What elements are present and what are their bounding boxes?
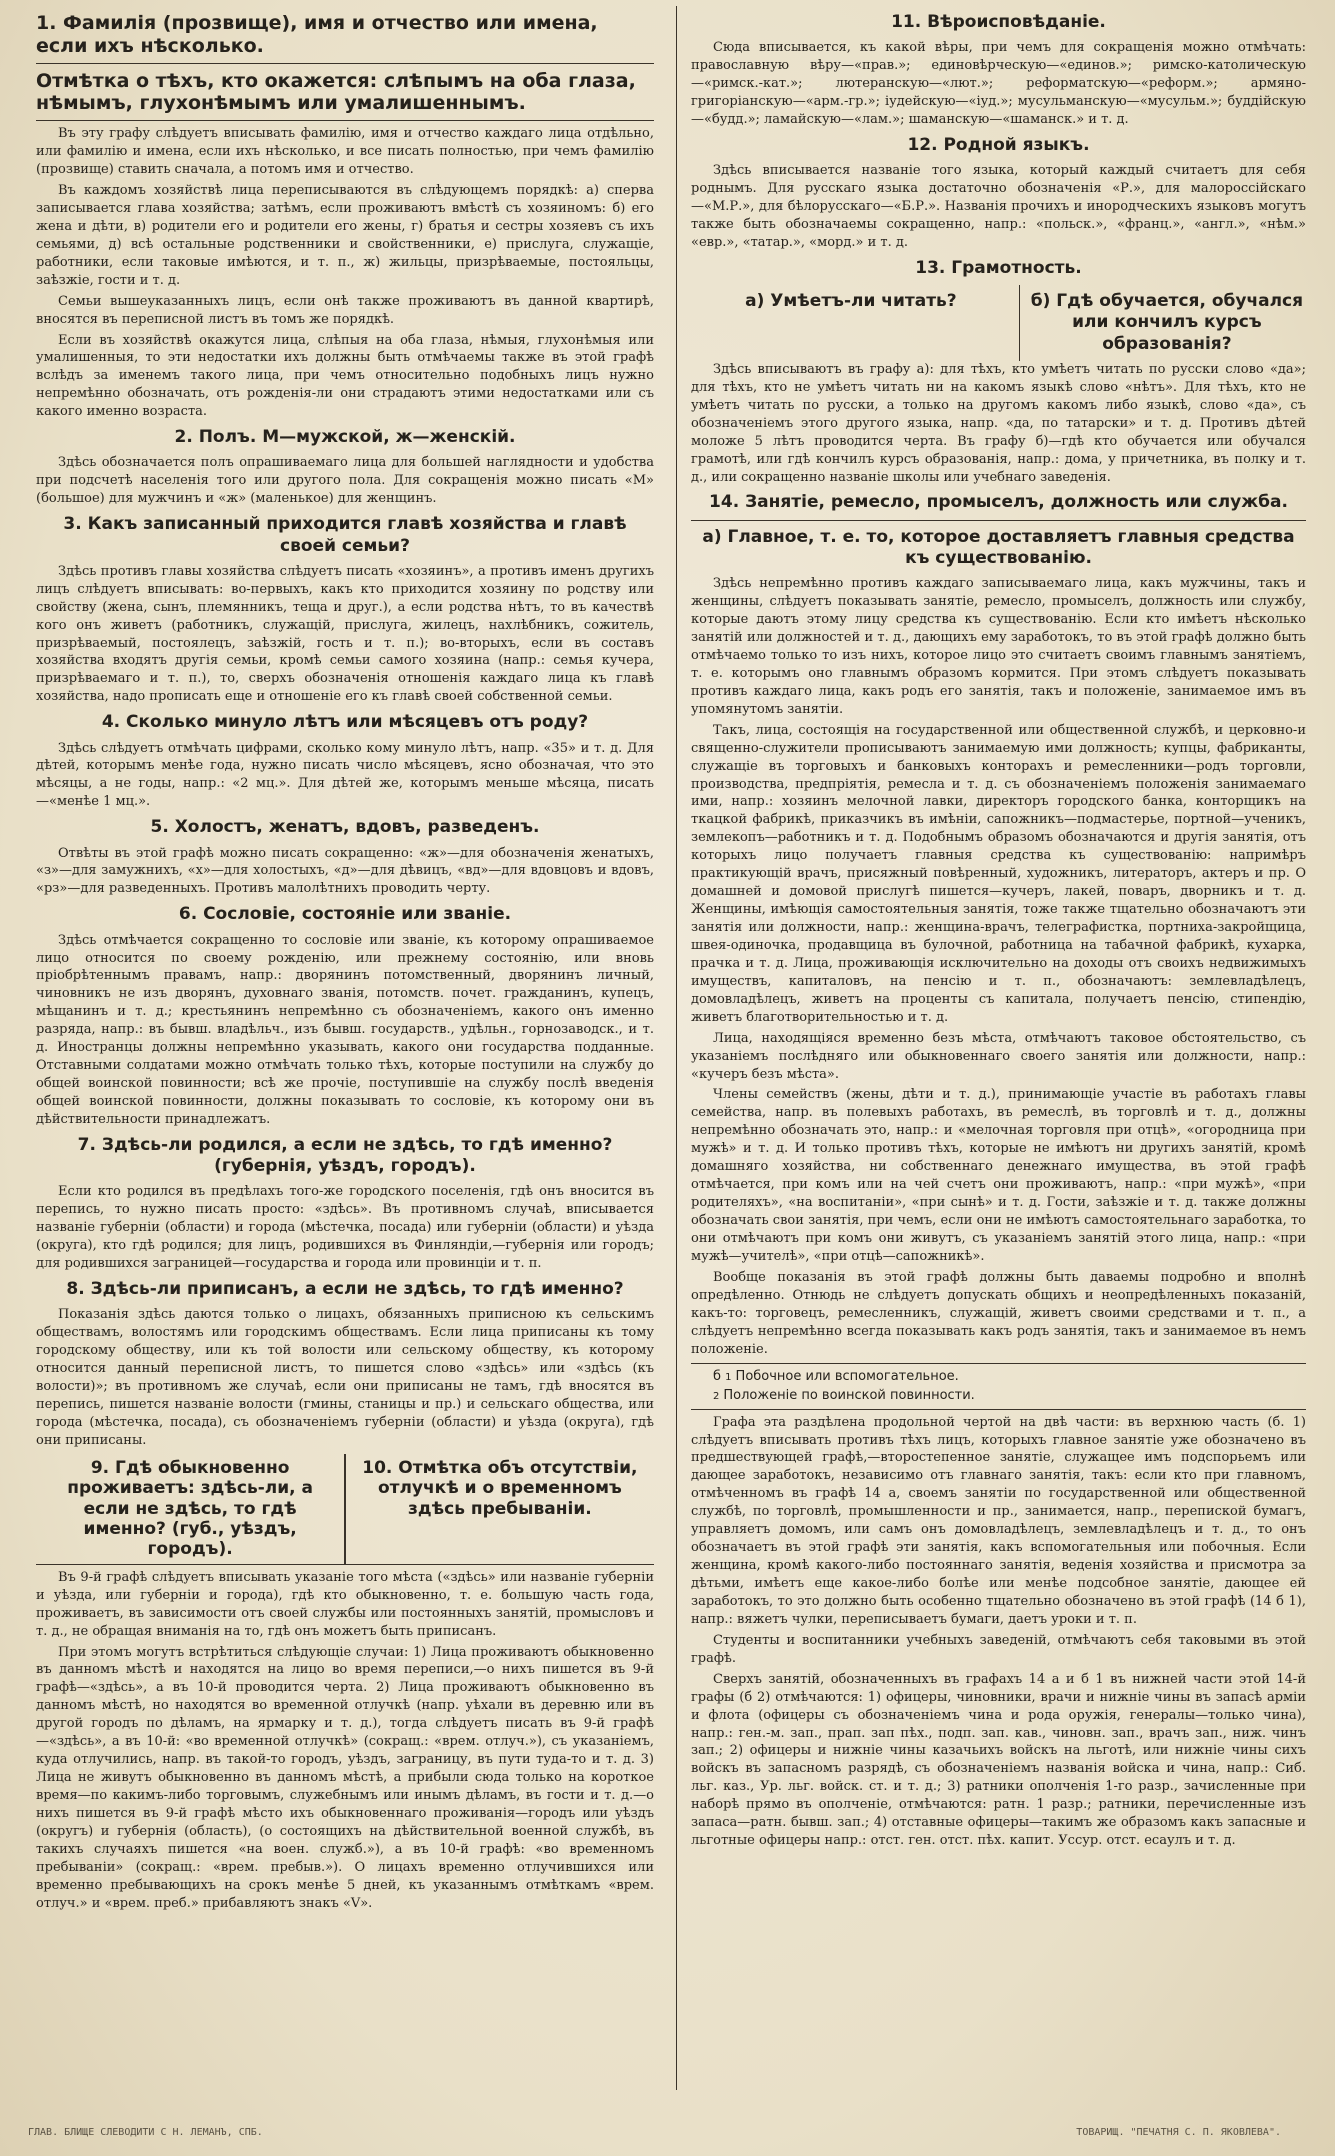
section-6-title: 6. Сословіе, состояніе или званіе. — [178, 904, 512, 925]
section-1-note: Отмѣтка о тѣхъ, кто окажется: слѣпымъ на оба глаза, нѣмымъ, глухонѣмымъ или умалишеннымъ. — [36, 69, 636, 115]
section-7-title: 7. Здѣсь-ли родился, а если не здѣсь, то гдѣ именно? (губернія, уѣздъ, городъ). — [77, 1134, 613, 1177]
section-3-paragraph: Здѣсь противъ главы хозяйства слѣдуетъ писать «хозяинъ», а противъ именъ другихъ лицъ слѣдуетъ вписывать: во-первыхъ, какъ кто приходится хозяину по родству или свойству (жена, сынъ, племянникъ, теща и друг.), а если родства нѣтъ, то въ качествѣ кого онъ живетъ (работникъ, служащій, прислуга, жилецъ, нахлѣбникъ, сожитель, призрѣваемый, постоялецъ, заѣзжій, гость и т. п.); во-вторыхъ, если въ составъ хозяйства входятъ другія семьи, кромѣ семьи самого хозяина (напр.: семья кучера, призрѣваемаго и т. п.), то, сверхъ обозначенія отношенія каждаго лица къ главѣ хозяйства, надо прописать еще и отношеніе его къ главѣ своей собственной семьи. — [36, 563, 654, 705]
section-13-subheaders — [691, 285, 1306, 361]
section-1-paragraph: Въ каждомъ хозяйствѣ лица переписываются въ слѣдующемъ порядкѣ: а) сперва записывается глава хозяйства; затѣмъ, если проживаютъ вмѣстѣ съ хозяиномъ: б) его жена и дѣти, в) родители его и родители его жены, г) братья и сестры хозяевъ съ ихъ семьями, д) всѣ остальные родственники и свойственники, е) прислуга, служащіе, работники, если таковые имѣются, и т. п., ж) жильцы, призрѣваемые, постояльцы, заѣзжіе, гости и т. д. — [36, 183, 654, 288]
left-column — [12, 6, 660, 2090]
section-14-paragraph: Графа эта раздѣлена продольной чертой на двѣ части: въ верхнюю часть (б. 1) слѣдуетъ вписывать противъ тѣхъ лицъ, которыхъ главное занятіе уже обозначено въ предшествующей графѣ,—второстепенное занятіе, служащее имъ подспорьемъ или дающее заработокъ, независимо отъ главнаго занятія, такъ: если кто при главномъ, отмѣченномъ въ графѣ 14 а, своемъ занятіи по государственной или общественной службѣ, по торговлѣ, промышленности и пр., занимается, напр., перепиской бумагъ, управляетъ домомъ, или самъ онъ домовладѣлецъ, землевладѣлецъ и т. д., то онъ обозначаетъ въ этой графѣ эти занятія, какъ вспомогательныя или побочныя. Если женщина, кромѣ какого-либо постояннаго занятія, веденія хозяйства и присмотра за дѣтьми, имѣетъ еще какое-либо болѣе или менѣе подсобное занятіе, дающее ей заработокъ, то это должно быть особенно тщательно обозначено въ этой графѣ (14 б 1), напр.: вяжетъ чулки, переписываетъ бумаги, даетъ уроки и т. п. — [691, 1414, 1306, 1627]
section-14b-2: 2 Положеніе по воинской повинности. — [713, 1388, 975, 1404]
section-1-paragraph: Если въ хозяйствѣ окажутся лица, слѣпыя на оба глаза, нѣмыя, глухонѣмыя или умалишенныя, то эти недостатки ихъ должны быть отмѣчаемы также въ этой графѣ вслѣдъ за именемъ такого лица, при чемъ относительно подобныхъ лицъ нужно непремѣнно обозначать, отъ рожденія-ли они страдаютъ этими недостатками или съ какого именно возраста. — [36, 332, 654, 420]
divider — [691, 1363, 1306, 1364]
section-2-title: 2. Полъ. М—мужской, ж—женскій. — [174, 427, 516, 448]
section-13a-title: а) Умѣетъ-ли читать? — [745, 291, 957, 312]
section-14b-label: б — [713, 1368, 722, 1384]
section-14-paragraph: Члены семействъ (жены, дѣти и т. д.), принимающіе участіе въ работахъ главы семейства, напр. въ полевыхъ работахъ, въ ремеслѣ, въ торговлѣ и т. д., должны непремѣнно обозначать это, напр.: и «мелочная торговля при отцѣ», «огородница при мужѣ» и т. д. И только противъ тѣхъ, которые не имѣютъ ни другихъ занятій, кромѣ домашняго хозяйства, ни собственнаго денежнаго имущества, въ этой графѣ отмѣчается, при комъ или на чей счетъ они проживаютъ, напр.: «при мужѣ», «при родителяхъ», «на воспитаніи», «при сынѣ» и т. д. Гости, заѣзжіе и т. д. также должны обозначать свои занятія, при чемъ, если они не имѣютъ самостоятельнаго заработка, то они отмѣчаютъ при комъ они живутъ, съ указаніемъ занятій этого лица, напр.: «при мужѣ—учителѣ», «при отцѣ—сапожникѣ». — [691, 1087, 1306, 1264]
section-14-paragraph: Студенты и воспитанники учебныхъ заведеній, отмѣчаютъ себя таковыми въ этой графѣ. — [691, 1632, 1306, 1666]
section-11-paragraph: Сюда вписывается, къ какой вѣры, при чемъ для сокращенія можно отмѣчать: православную вѣру—«прав.»; единовѣрческую—«единов.»; римско-католическую—«римск.-кат.»; лютеранскую—«лют.»; реформатскую—«реформ.»; армяно-григоріанскую—«арм.-гр.»; іудейскую—«іуд.»; мусульманскую—«мусульм.»; буддійскую—«будд.»; ламайскую—«лам.»; шаманскую—«шаманск.» и т. д. — [691, 40, 1306, 127]
footer-right-imprint: ТОВАРИЩ. "ПЕЧАТНЯ С. П. ЯКОВЛЕВА". — [1076, 2127, 1281, 2138]
section-14-paragraph: Такъ, лица, состоящія на государственной или общественной службѣ, и церковно-и священно-служители прописываютъ занимаемую ими должность; купцы, фабриканты, служащіе въ торговыхъ и банковыхъ конторахъ и ремесленники—родъ торговли, производства, предпріятія, ремесла и т. д. съ обозначеніемъ положенія занимаемаго ими, напр.: хозяинъ мелочной лавки, директоръ городского банка, конторщикъ на ткацкой фабрикѣ, приказчикъ въ имѣніи, сапожникъ—подмастерье, портной—ученикъ, землекопъ—работникъ и т. д. Подобнымъ образомъ обозначаются и другія занятія, отъ которыхъ лицо получаетъ главныя средства къ существованію: напримѣръ практикующій врачъ, присяжный повѣренный, художникъ, литераторъ, актеръ и пр. О домашней и домовой прислугѣ пишется—кучеръ, лакей, поваръ, дворникъ и т. д. Женщины, имѣющія самостоятельныя занятія, тоже также тщательно обозначаютъ эти занятія или должности, напр.: женщина-врачъ, телеграфистка, портниха-закройщица, швея-одиночка, продавщица въ булочной, работница на табачной фабрикѣ, кухарка, прачка и т. д. Лица, проживающія исключительно на доходы отъ своихъ недвижимыхъ имуществъ, капиталовъ, на пенсію и т. п., обозначаютъ: землевладѣлецъ, домовладѣлецъ, живетъ на проценты съ капитала, получаетъ пенсію, стипендію, живетъ благотворительностью и т. д. — [691, 722, 1306, 1025]
right-column — [676, 6, 1326, 2090]
divider — [344, 1454, 346, 1564]
section-6-paragraph: Здѣсь отмѣчается сокращенно то сословіе или званіе, къ которому опрашиваемое лицо относится по своему рожденію, или прежнему состоянію, или вновь пріобрѣтеннымъ правамъ, напр.: дворянинъ потомственный, дворянинъ личный, чиновникъ не изъ дворянъ, духовнаго званія, потомств. почет. гражданинъ, купецъ, мѣщанинъ и т. д.; крестьянинъ непремѣнно съ обозначеніемъ, какого онъ именно разряда, напр.: въ бывш. владѣльч., изъ бывш. государств., удѣльн., горнозаводск., и т. д. Иностранцы должны непремѣнно указывать, какого они государства подданные. Отставными солдатами можно отмѣчать только тѣхъ, которые поступили на службу до общей воинской повинности; всѣ же прочіе, поступившіе на службу послѣ введенія общей воинской повинности, должны показывать то сословіе, къ которому они въ дѣйствительности принадлежатъ. — [36, 932, 654, 1127]
section-4-title: 4. Сколько минуло лѣтъ или мѣсяцевъ отъ роду? — [101, 712, 589, 733]
section-12-title: 12. Родной языкъ. — [907, 134, 1090, 155]
section-5-title: 5. Холостъ, женатъ, вдовъ, разведенъ. — [150, 817, 540, 838]
section-8-paragraph: Показанія здѣсь даются только о лицахъ, обязанныхъ приписною къ сельскимъ обществамъ, волостямъ или городскимъ обществамъ. Если лица приписаны къ тому городскому обществу, или къ той волости или сельскому обществу, къ которому относится данный переписной листъ, то пишется слово «здѣсь» или «здѣсь (къ волости)»; въ противномъ же случаѣ, если они приписаны не тамъ, гдѣ вносятся въ перепись, пишется названіе волости (гмины, станицы и пр.) и сельскаго общества, или города (мѣстечка, посада), съ обозначеніемъ губерніи (области) и уѣзда (округа), гдѣ они приписаны. — [36, 1307, 654, 1448]
footer-left-imprint: ГЛАВ. БЛИЩЕ СЛЕВОДИТИ С Н. ЛЕМАНЪ, СПБ. — [28, 2127, 263, 2138]
section-14-paragraph: Сверхъ занятій, обозначенныхъ въ графахъ 14 а и б 1 въ нижней части этой 14-й графы (б 2) отмѣчаются: 1) офицеры, чиновники, врачи и нижніе чины въ запасѣ арміи и флота (офицеры съ обозначеніемъ чина и рода оружія, генералы—только чина), напр.: ген.-м. зап., прап. зап пѣх., подп. зап. кав., чиновн. зап., врачъ зап., ниж. чинъ зап.; 2) офицеры и нижніе чины казачьихъ войскъ на льготѣ, или нижніе чины сихъ войскъ въ запасномъ разрядѣ, съ обозначеніемъ названія войска и чина, напр.: Сиб. льг. каз., Ур. льг. войск. ст. и т. д.; 3) ратники ополченія 1-го разр., зачисленные при наборѣ прямо въ ополченіе, отмѣчаются: ратн. 1 разр.; ратники, перечисленные изъ запаса—ратн. бывш. зап.; 4) отставные офицеры—такимъ же образомъ какъ запасные и льготные офицеры напр.: отст. ген. отст. пѣх. капит. Уссур. отст. есаулъ и т. д. — [691, 1671, 1306, 1849]
section-2-paragraph: Здѣсь обозначается полъ опрашиваемаго лица для большей наглядности и удобства при подсчетѣ населенія того или другого пола. Для сокращенія можно писать «М» (большое) для мужчинъ и «ж» (маленькое) для женщинъ. — [36, 455, 654, 507]
divider — [691, 1409, 1306, 1410]
section-14-paragraph: Лица, находящіяся временно безъ мѣста, отмѣчаютъ таковое обстоятельство, съ указаніемъ послѣдняго или обыкновеннаго своего занятія или должности, напр.: «кучеръ безъ мѣста». — [691, 1030, 1306, 1082]
section-5-paragraph: Отвѣты въ этой графѣ можно писать сокращенно: «ж»—для обозначенія женатыхъ, «з»—для замужнихъ, «х»—для холостыхъ, «д»—для дѣвицъ, «вд»—для вдовцовъ и вдовъ, «рз»—для разведенныхъ. Противъ малолѣтнихъ проводить черту. — [36, 845, 654, 897]
section-14-title: 14. Занятіе, ремесло, промыселъ, должность или служба. — [709, 492, 1288, 513]
section-1-title: 1. Фамилія (прозвище), имя и отчество или имена, если ихъ нѣсколько. — [36, 12, 598, 57]
divider — [36, 63, 654, 64]
section-9-paragraph: Въ 9-й графѣ слѣдуетъ вписывать указаніе того мѣста («здѣсь» или названіе губерніи и уѣзда, или губерніи и города), гдѣ кто обыкновенно, т. е. большую часть года, проживаетъ, въ зависимости отъ своей службы или постоянныхъ занятій, промысловъ и т. д., не обращая вниманія на то, гдѣ онъ можетъ быть приписанъ. — [36, 1569, 654, 1639]
section-8-title: 8. Здѣсь-ли приписанъ, а если не здѣсь, то гдѣ именно? — [66, 1279, 624, 1300]
section-4-paragraph: Здѣсь слѣдуетъ отмѣчать цифрами, сколько кому минуло лѣтъ, напр. «35» и т. д. Для дѣтей, которымъ менѣе года, нужно писать число мѣсяцевъ, ясно обозначая, что это мѣсяцы, а не годы, напр.: «2 мц.». Для дѣтей же, которымъ меньше мѣсяца, писать—«менѣе 1 мц.». — [36, 740, 654, 810]
sections-9-10-header — [36, 1454, 654, 1565]
section-11-title: 11. Вѣроисповѣданіе. — [891, 12, 1106, 32]
divider — [691, 520, 1306, 521]
section-3-title: 3. Какъ записанный приходится главѣ хозяйства и главѣ своей семьи? — [63, 514, 627, 556]
section-13-title: 13. Грамотность. — [915, 257, 1082, 278]
section-9-paragraph: При этомъ могутъ встрѣтиться слѣдующіе случаи: 1) Лица проживаютъ обыкновенно въ данномъ мѣстѣ и находятся на лицо во время переписи,—о нихъ пишется въ 9-й графѣ—«здѣсь», а въ 10-й проводится черта. 2) Лица проживаютъ обыкновенно въ данномъ мѣстѣ, но находятся во временной отлучкѣ (напр. уѣхали въ деревню или въ другой городъ по дѣламъ, на ярмарку и т. д.), тогда слѣдуетъ писать въ 9-й графѣ—«здѣсь», а въ 10-й: «во временной отлучкѣ» (сокращ.: «врем. отлуч.»), съ указаніемъ, куда отлучились, напр. въ такой-то городъ, уѣздъ, заграницу, въ пути туда-то и т. д. 3) Лица не живутъ обыкновенно въ данномъ мѣстѣ, а прибыли сюда только на короткое время—по какимъ-либо торговымъ, служебнымъ или инымъ дѣламъ, въ гости и т. д.—о нихъ пишется въ 9-й графѣ мѣсто ихъ обыкновеннаго проживанія—городъ или уѣздъ (округъ) и губернія (область), (о состоящихъ на дѣйствительной военной службѣ, въ такихъ случаяхъ пишется «на воен. служб.»), а въ 10-й графѣ: «во временномъ пребываніи» (сокращ.: «врем. пребыв.»). О лицахъ временно отлучившихся или временно пребывающихъ на срокъ менѣе 5 дней, къ указаннымъ отмѣткамъ «врем. отлуч.» и «врем. преб.» прибавляютъ знакъ «V». — [36, 1644, 654, 1911]
section-9-title: 9. Гдѣ обыкновенно проживаетъ: здѣсь-ли, а если не здѣсь, то гдѣ именно? (губ., уѣздъ, городъ). — [67, 1457, 313, 1560]
section-13b — [1020, 285, 1306, 361]
section-14-paragraph: Здѣсь непремѣнно противъ каждаго записываемаго лица, какъ мужчины, такъ и женщины, слѣдуетъ показывать занятіе, ремесло, промыселъ, должность или службу, которые даютъ этому лицу средства къ существованію. Если кто имѣетъ нѣсколько занятій или должностей и т. д., дающихъ ему заработокъ, то въ этой графѣ должно быть отмѣчаемо только то изъ нихъ, которое лицо это считаетъ своимъ главнымъ занятіемъ, т. е. которымъ оно главнымъ образомъ кормится. При этомъ слѣдуетъ показывать противъ каждаго лица, какъ родъ его занятія, такъ и положеніе, занимаемое имъ въ упомянутомъ занятіи. — [691, 576, 1306, 717]
section-13b-title: б) Гдѣ обучается, обучался или кончилъ курсъ образованія? — [1030, 291, 1304, 354]
page-footer — [0, 2108, 1335, 2138]
section-13a — [691, 285, 1020, 361]
divider — [36, 120, 654, 121]
section-14a-title: а) Главное, т. е. то, которое доставляетъ главныя средства къ существованію. — [702, 526, 1295, 568]
section-12-paragraph: Здѣсь вписывается названіе того языка, который каждый считаетъ для себя роднымъ. Для русскаго языка достаточно обозначенія «Р.», для малороссійскаго—«М.Р.», для бѣлорусскаго—«Б.Р.». Названія прочихъ и инородческихъ языковъ могутъ также быть обозначаемы сокращенно, напр.: «польск.», «франц.», «англ.», «нѣм.» «евр.», «татар.», «морд.» и т. д. — [691, 163, 1306, 250]
section-7-paragraph: Если кто родился въ предѣлахъ того-же городского поселенія, гдѣ онъ вносится въ перепись, то нужно писать просто: «здѣсь». Въ противномъ случаѣ, вписывается названіе губерніи (области) и города (мѣстечка, посада) или губерніи (области) и уѣзда (округа), кто гдѣ родился; для лицъ, родившихся въ Финляндіи,—губернія или городъ; для родившихся заграницей—государства и города или провинціи и т. п. — [36, 1184, 654, 1272]
section-13-paragraph: Здѣсь вписываютъ въ графу а): для тѣхъ, кто умѣетъ читать по русски слово «да»; для тѣхъ, кто не умѣетъ читать ни на какомъ языкѣ слово «нѣтъ». Для тѣхъ, кто не умѣетъ читать по русски, а только на другомъ какомъ либо языкѣ, слово «да», съ обозначеніемъ этого другого языка, напр. «да, по татарски» и т. д. Противъ дѣтей моложе 5 лѣтъ проводится черта. Въ графу б)—гдѣ кто обучается или обучался грамотѣ, или гдѣ кончилъ курсъ образованія, напр.: дома, у причетника, въ полку и т. д., или сокращенно названіе школы или учебнаго заведенія. — [691, 361, 1306, 485]
section-1-paragraph: Въ эту графу слѣдуетъ вписывать фамилію, имя и отчество каждаго лица отдѣльно, или фамилію и имена, если ихъ нѣсколько, и все писать полностью, при чемъ фамилію (прозвище) ставить сначала, а потомъ имя и отчество. — [36, 126, 654, 178]
section-14b-1: б 1 Побочное или вспомогательное. — [713, 1368, 959, 1384]
section-14-paragraph: Вообще показанія въ этой графѣ должны быть даваемы подробно и вполнѣ опредѣленно. Отнюдь не слѣдуетъ допускать общихъ и неопредѣленныхъ показаній, какъ-то: торговецъ, ремесленникъ, служащій, живетъ своими средствами и т. п., а слѣдуетъ непремѣнно всегда показывать какъ родъ занятія, такъ и занимаемое въ немъ положеніе. — [691, 1269, 1306, 1357]
section-10-title: 10. Отмѣтка объ отсутствіи, отлучкѣ и о временномъ здѣсь пребываніи. — [362, 1457, 638, 1519]
section-1-paragraph: Семьи вышеуказанныхъ лицъ, если онѣ также проживаютъ въ данной квартирѣ, вносятся въ переписной листъ въ томъ же порядкѣ. — [36, 293, 654, 327]
